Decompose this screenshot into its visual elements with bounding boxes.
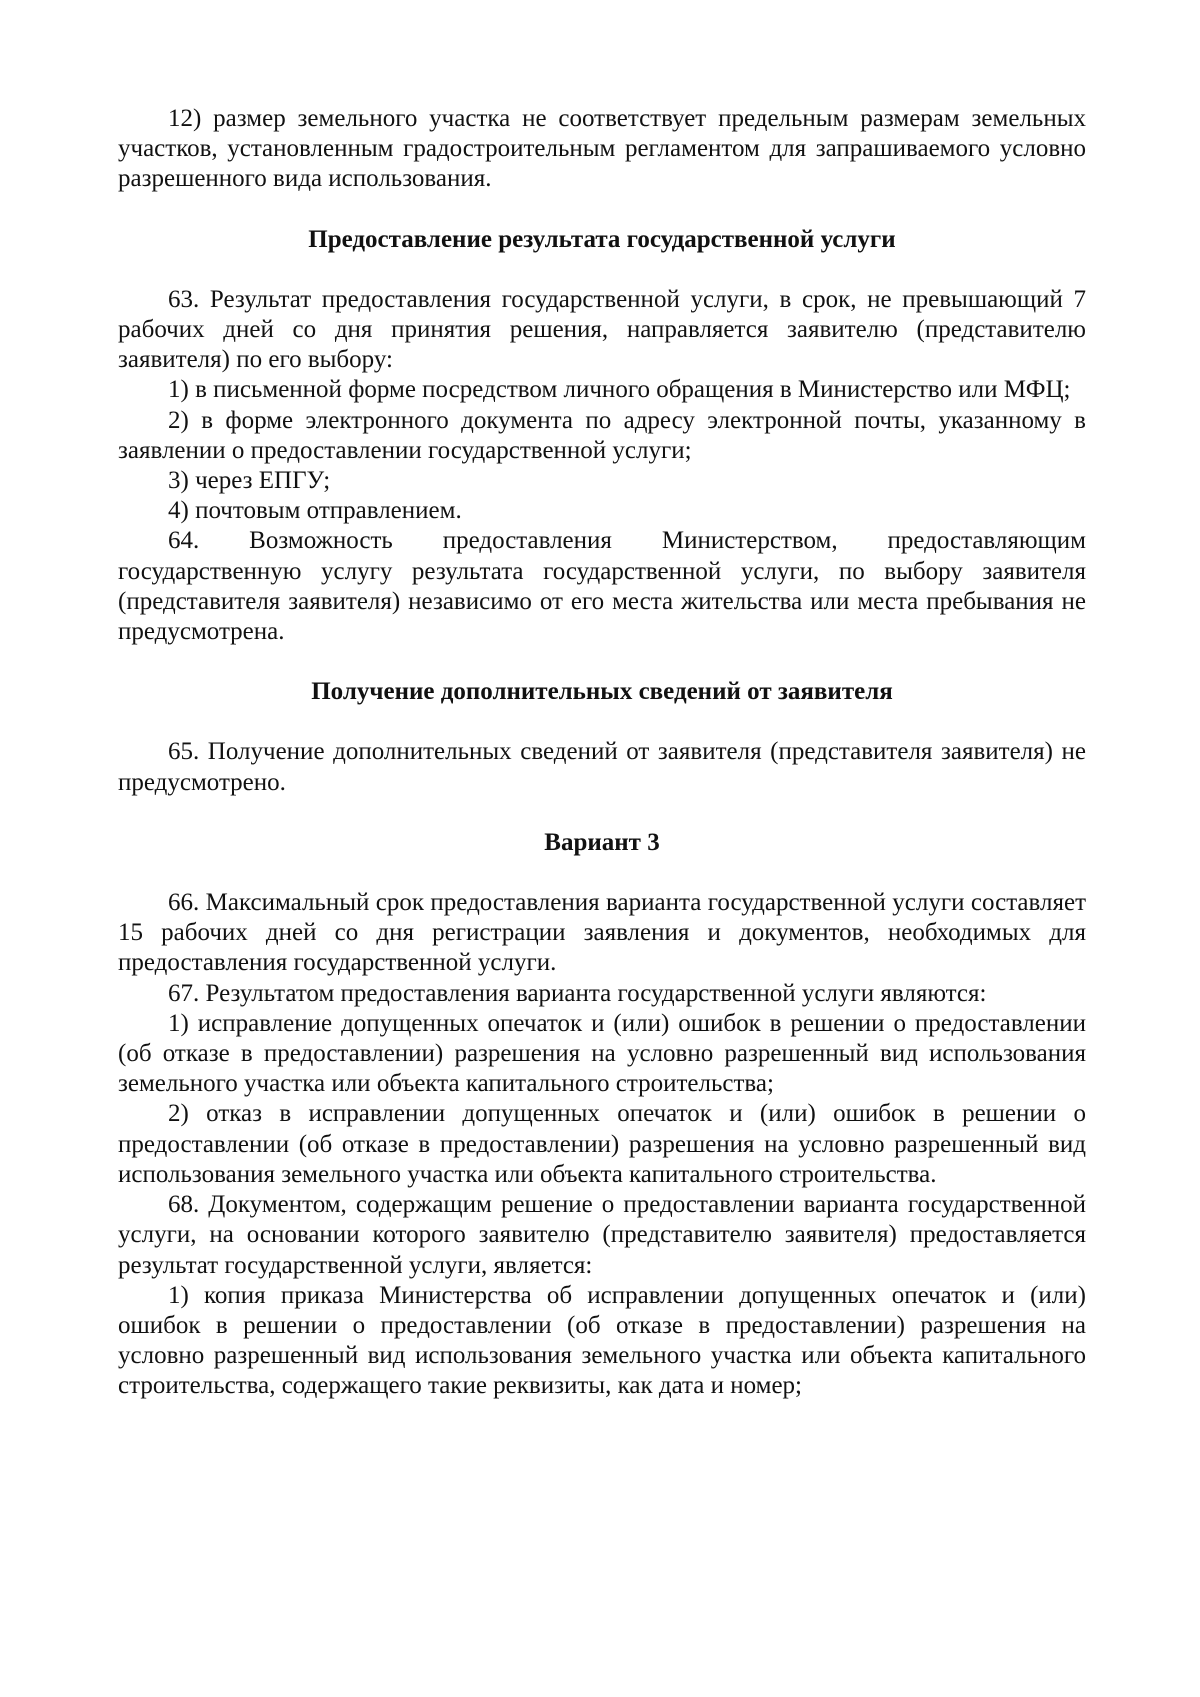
paragraph-63-item-3: 3) через ЕПГУ;	[168, 467, 331, 495]
paragraph-66: 66. Максимальный срок предоставления варианта государственной услуги составляет 15 рабочих дней со дня регистрации заявления и документов, необходимых для предоставления государственной услуги.	[118, 889, 1086, 977]
paragraph-67-item-1: 1) исправление допущенных опечаток и (или) ошибок в решении о предоставлении (об отказе в предоставлении) разрешения на условно разрешенный вид использования земельного участка или объекта капитального строительства;	[118, 1009, 1086, 1098]
paragraph-63-item-2: 2) в форме электронного документа по адресу электронной почты, указанному в заявлении о предоставлении государственной услуги;	[118, 406, 1086, 464]
heading-result: Предоставление результата государственной услуги	[308, 225, 896, 253]
paragraph-63: 63. Результат предоставления государственной услуги, в срок, не превышающий 7 рабочих дней со дня принятия решения, направляется заявителю (представителю заявителя) по его выбору:	[118, 285, 1086, 374]
paragraph-64: 64. Возможность предоставления Министерством, предоставляющим государственную услугу результата государственной услуги, по выбору заявителя (представителя заявителя) независимо от его места жительства или места пребывания не предусмотрена.	[118, 527, 1086, 646]
heading-variant: Вариант 3	[544, 828, 660, 856]
heading-info: Получение дополнительных сведений от заявителя	[311, 678, 893, 706]
paragraph-67: 67. Результатом предоставления варианта государственной услуги являются:	[168, 979, 987, 1007]
paragraph-65: 65. Получение дополнительных сведений от заявителя (представителя заявителя) не предусмотрено.	[118, 738, 1086, 796]
paragraph-68-item-1: 1) копия приказа Министерства об исправлении допущенных опечаток и (или) ошибок в решении о предоставлении (об отказе в предоставлении) разрешения на условно разрешенный вид использования земельного участка или объекта капитального строительства, содержащего такие реквизиты, как дата и номер;	[118, 1281, 1086, 1400]
paragraph-63-item-4: 4) почтовым отправлением.	[168, 497, 462, 525]
paragraph-12: 12) размер земельного участка не соответствует предельным размерам земельных участков, установленным градостроительным регламентом для запрашиваемого условно разрешенного вида использования.	[118, 105, 1086, 193]
paragraph-63-item-1: 1) в письменной форме посредством личного обращения в Министерство или МФЦ;	[168, 376, 1071, 404]
paragraph-68: 68. Документом, содержащим решение о предоставлении варианта государственной услуги, на основании которого заявителю (представителю заявителя) предоставляется результат государственной услуги, является:	[118, 1191, 1086, 1279]
paragraph-67-item-2: 2) отказ в исправлении допущенных опечаток и (или) ошибок в решении о предоставлении (об отказе в предоставлении) разрешения на условно разрешенный вид использования земельного участка или объекта капитального строительства.	[118, 1100, 1086, 1188]
document-page	[118, 104, 1086, 1402]
